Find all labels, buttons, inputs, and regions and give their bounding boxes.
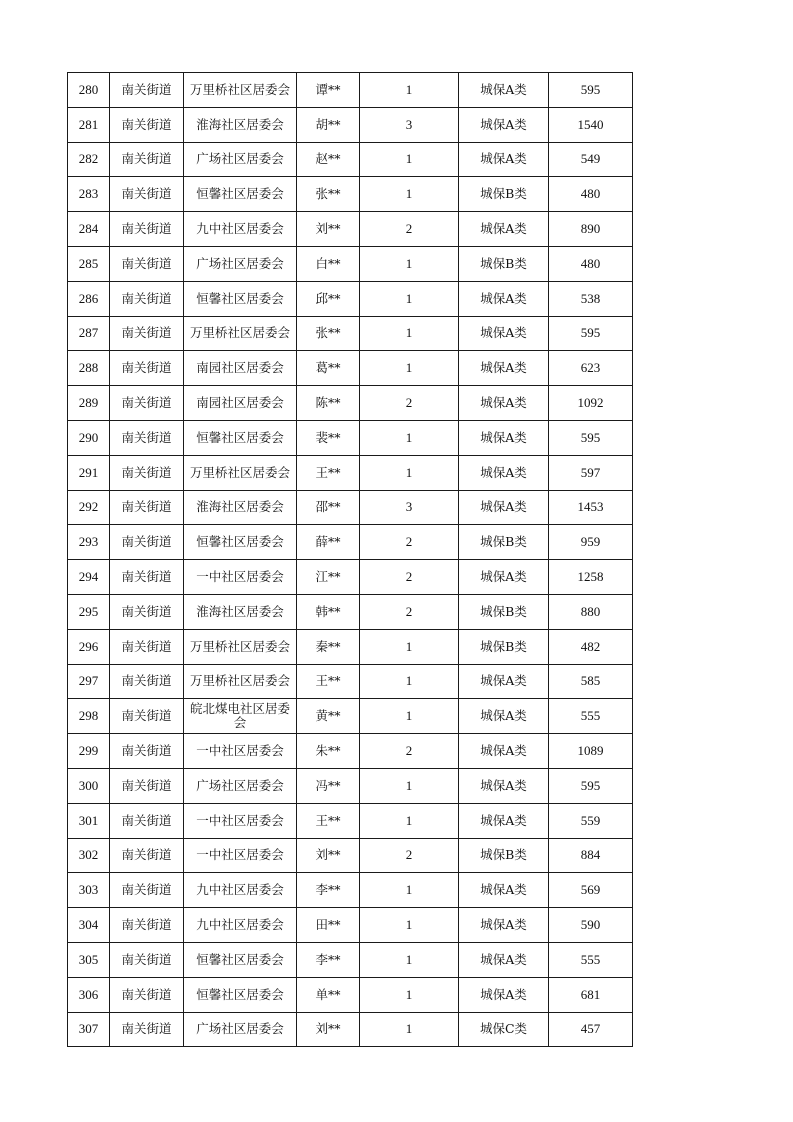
name-cell: 王** [297,455,360,490]
table-row [68,768,633,803]
name-cell: 刘** [297,212,360,247]
category-cell: 城保A类 [459,281,549,316]
street-cell: 南关街道 [110,107,184,142]
category-cell: 城保A类 [459,420,549,455]
category-cell: 城保A类 [459,699,549,734]
community-cell: 广场社区居委会 [184,1012,297,1047]
serial-number-cell: 281 [68,107,110,142]
name-cell: 朱** [297,734,360,769]
community-cell: 恒馨社区居委会 [184,942,297,977]
community-cell: 万里桥社区居委会 [184,455,297,490]
category-cell: 城保A类 [459,873,549,908]
name-cell: 邵** [297,490,360,525]
household-size-cell: 1 [360,803,459,838]
household-size-cell: 3 [360,107,459,142]
category-cell: 城保A类 [459,455,549,490]
table-row [68,316,633,351]
household-size-cell: 1 [360,316,459,351]
category-cell: 城保A类 [459,212,549,247]
street-cell: 南关街道 [110,490,184,525]
household-size-cell: 2 [360,838,459,873]
street-cell: 南关街道 [110,908,184,943]
category-cell: 城保A类 [459,73,549,108]
household-size-cell: 1 [360,351,459,386]
category-cell: 城保B类 [459,838,549,873]
community-cell: 广场社区居委会 [184,768,297,803]
street-cell: 南关街道 [110,664,184,699]
category-cell: 城保B类 [459,246,549,281]
table-row [68,734,633,769]
street-cell: 南关街道 [110,768,184,803]
community-cell: 恒馨社区居委会 [184,525,297,560]
table-row [68,803,633,838]
street-cell: 南关街道 [110,594,184,629]
table-row [68,420,633,455]
amount-cell: 585 [549,664,633,699]
name-cell: 田** [297,908,360,943]
street-cell: 南关街道 [110,386,184,421]
household-size-cell: 1 [360,942,459,977]
household-size-cell: 1 [360,873,459,908]
serial-number-cell: 283 [68,177,110,212]
table-row [68,490,633,525]
community-cell: 万里桥社区居委会 [184,664,297,699]
table-row [68,594,633,629]
serial-number-cell: 291 [68,455,110,490]
category-cell: 城保A类 [459,351,549,386]
household-size-cell: 1 [360,455,459,490]
community-cell: 恒馨社区居委会 [184,177,297,212]
household-size-cell: 1 [360,177,459,212]
name-cell: 黄** [297,699,360,734]
serial-number-cell: 289 [68,386,110,421]
name-cell: 胡** [297,107,360,142]
community-cell: 九中社区居委会 [184,212,297,247]
community-cell: 恒馨社区居委会 [184,420,297,455]
community-cell: 九中社区居委会 [184,873,297,908]
table-row [68,212,633,247]
amount-cell: 1092 [549,386,633,421]
table-row [68,908,633,943]
name-cell: 葛** [297,351,360,386]
name-cell: 薛** [297,525,360,560]
serial-number-cell: 284 [68,212,110,247]
category-cell: 城保A类 [459,768,549,803]
category-cell: 城保A类 [459,803,549,838]
household-size-cell: 1 [360,664,459,699]
name-cell: 韩** [297,594,360,629]
community-cell: 广场社区居委会 [184,246,297,281]
name-cell: 王** [297,664,360,699]
assistance-table [67,72,633,1047]
street-cell: 南关街道 [110,142,184,177]
category-cell: 城保A类 [459,664,549,699]
name-cell: 李** [297,942,360,977]
table-row [68,386,633,421]
amount-cell: 555 [549,699,633,734]
amount-cell: 457 [549,1012,633,1047]
table-row [68,525,633,560]
community-cell: 广场社区居委会 [184,142,297,177]
community-cell: 南园社区居委会 [184,351,297,386]
amount-cell: 884 [549,838,633,873]
name-cell: 秦** [297,629,360,664]
serial-number-cell: 307 [68,1012,110,1047]
category-cell: 城保A类 [459,734,549,769]
amount-cell: 549 [549,142,633,177]
household-size-cell: 1 [360,629,459,664]
street-cell: 南关街道 [110,560,184,595]
amount-cell: 623 [549,351,633,386]
street-cell: 南关街道 [110,734,184,769]
table-row [68,281,633,316]
street-cell: 南关街道 [110,246,184,281]
community-cell: 一中社区居委会 [184,803,297,838]
category-cell: 城保B类 [459,629,549,664]
serial-number-cell: 296 [68,629,110,664]
amount-cell: 559 [549,803,633,838]
community-cell: 皖北煤电社区居委会 [184,699,297,734]
household-size-cell: 1 [360,281,459,316]
serial-number-cell: 286 [68,281,110,316]
record-sheet [67,72,633,1047]
amount-cell: 597 [549,455,633,490]
community-cell: 一中社区居委会 [184,734,297,769]
serial-number-cell: 303 [68,873,110,908]
name-cell: 刘** [297,838,360,873]
street-cell: 南关街道 [110,525,184,560]
serial-number-cell: 292 [68,490,110,525]
amount-cell: 1540 [549,107,633,142]
community-cell: 淮海社区居委会 [184,107,297,142]
street-cell: 南关街道 [110,699,184,734]
name-cell: 邱** [297,281,360,316]
category-cell: 城保A类 [459,908,549,943]
community-cell: 恒馨社区居委会 [184,977,297,1012]
household-size-cell: 1 [360,977,459,1012]
community-cell: 万里桥社区居委会 [184,629,297,664]
amount-cell: 480 [549,177,633,212]
amount-cell: 569 [549,873,633,908]
amount-cell: 595 [549,420,633,455]
household-size-cell: 1 [360,246,459,281]
serial-number-cell: 295 [68,594,110,629]
table-body [68,73,633,1047]
community-cell: 南园社区居委会 [184,386,297,421]
street-cell: 南关街道 [110,1012,184,1047]
amount-cell: 890 [549,212,633,247]
category-cell: 城保A类 [459,490,549,525]
category-cell: 城保A类 [459,107,549,142]
table-row [68,838,633,873]
street-cell: 南关街道 [110,73,184,108]
category-cell: 城保B类 [459,525,549,560]
serial-number-cell: 299 [68,734,110,769]
amount-cell: 681 [549,977,633,1012]
community-cell: 恒馨社区居委会 [184,281,297,316]
serial-number-cell: 288 [68,351,110,386]
table-row [68,629,633,664]
table-row [68,1012,633,1047]
household-size-cell: 2 [360,212,459,247]
serial-number-cell: 300 [68,768,110,803]
amount-cell: 480 [549,246,633,281]
table-row [68,977,633,1012]
table-row [68,107,633,142]
category-cell: 城保B类 [459,177,549,212]
street-cell: 南关街道 [110,977,184,1012]
household-size-cell: 1 [360,699,459,734]
amount-cell: 538 [549,281,633,316]
amount-cell: 482 [549,629,633,664]
serial-number-cell: 301 [68,803,110,838]
household-size-cell: 2 [360,525,459,560]
name-cell: 裴** [297,420,360,455]
serial-number-cell: 287 [68,316,110,351]
amount-cell: 595 [549,316,633,351]
household-size-cell: 1 [360,142,459,177]
table-row [68,873,633,908]
community-cell: 一中社区居委会 [184,838,297,873]
category-cell: 城保A类 [459,942,549,977]
street-cell: 南关街道 [110,420,184,455]
amount-cell: 1258 [549,560,633,595]
serial-number-cell: 294 [68,560,110,595]
household-size-cell: 1 [360,73,459,108]
serial-number-cell: 306 [68,977,110,1012]
category-cell: 城保C类 [459,1012,549,1047]
amount-cell: 1453 [549,490,633,525]
name-cell: 李** [297,873,360,908]
serial-number-cell: 293 [68,525,110,560]
table-row [68,351,633,386]
street-cell: 南关街道 [110,351,184,386]
name-cell: 张** [297,177,360,212]
table-row [68,246,633,281]
category-cell: 城保B类 [459,594,549,629]
street-cell: 南关街道 [110,455,184,490]
table-row [68,73,633,108]
serial-number-cell: 285 [68,246,110,281]
serial-number-cell: 280 [68,73,110,108]
table-row [68,942,633,977]
serial-number-cell: 298 [68,699,110,734]
amount-cell: 590 [549,908,633,943]
community-cell: 淮海社区居委会 [184,594,297,629]
street-cell: 南关街道 [110,212,184,247]
amount-cell: 595 [549,73,633,108]
household-size-cell: 1 [360,908,459,943]
household-size-cell: 2 [360,734,459,769]
name-cell: 赵** [297,142,360,177]
street-cell: 南关街道 [110,873,184,908]
household-size-cell: 1 [360,420,459,455]
name-cell: 白** [297,246,360,281]
table-row [68,560,633,595]
household-size-cell: 1 [360,768,459,803]
serial-number-cell: 302 [68,838,110,873]
table-row [68,142,633,177]
community-cell: 万里桥社区居委会 [184,73,297,108]
street-cell: 南关街道 [110,281,184,316]
amount-cell: 959 [549,525,633,560]
category-cell: 城保A类 [459,386,549,421]
serial-number-cell: 297 [68,664,110,699]
street-cell: 南关街道 [110,838,184,873]
household-size-cell: 2 [360,386,459,421]
street-cell: 南关街道 [110,177,184,212]
name-cell: 谭** [297,73,360,108]
serial-number-cell: 305 [68,942,110,977]
name-cell: 王** [297,803,360,838]
name-cell: 刘** [297,1012,360,1047]
street-cell: 南关街道 [110,316,184,351]
amount-cell: 1089 [549,734,633,769]
name-cell: 单** [297,977,360,1012]
amount-cell: 555 [549,942,633,977]
category-cell: 城保A类 [459,977,549,1012]
name-cell: 陈** [297,386,360,421]
amount-cell: 595 [549,768,633,803]
community-cell: 一中社区居委会 [184,560,297,595]
serial-number-cell: 304 [68,908,110,943]
serial-number-cell: 290 [68,420,110,455]
household-size-cell: 3 [360,490,459,525]
table-row [68,664,633,699]
community-cell: 九中社区居委会 [184,908,297,943]
table-row [68,177,633,212]
table-row [68,699,633,734]
street-cell: 南关街道 [110,629,184,664]
category-cell: 城保A类 [459,560,549,595]
household-size-cell: 1 [360,1012,459,1047]
table-row [68,455,633,490]
category-cell: 城保A类 [459,316,549,351]
community-cell: 淮海社区居委会 [184,490,297,525]
name-cell: 江** [297,560,360,595]
household-size-cell: 2 [360,594,459,629]
serial-number-cell: 282 [68,142,110,177]
name-cell: 张** [297,316,360,351]
street-cell: 南关街道 [110,942,184,977]
street-cell: 南关街道 [110,803,184,838]
household-size-cell: 2 [360,560,459,595]
community-cell: 万里桥社区居委会 [184,316,297,351]
amount-cell: 880 [549,594,633,629]
name-cell: 冯** [297,768,360,803]
category-cell: 城保A类 [459,142,549,177]
